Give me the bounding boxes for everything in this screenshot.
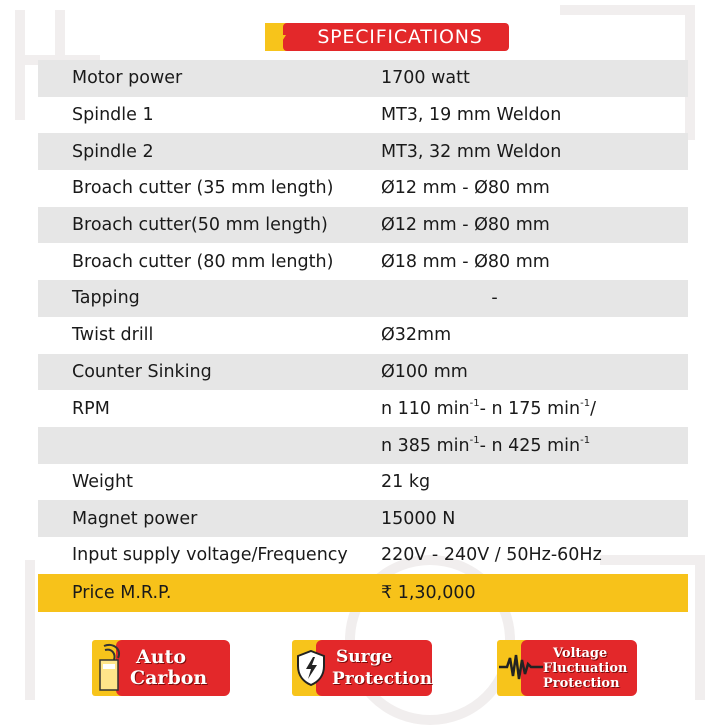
spec-label: Spindle 2 [72,141,154,162]
table-row [38,317,688,354]
spec-value: Ø100 mm [381,361,468,382]
table-row [38,170,688,207]
spec-value: Ø12 mm - Ø80 mm [381,215,550,236]
rpm-value-part: / [590,399,596,420]
carbon-brush-icon [96,642,126,694]
price-row [38,574,688,612]
price-value: ₹ 1,30,000 [381,582,476,603]
spec-value: - [491,288,498,309]
table-row [38,427,688,464]
spec-label: RPM [72,398,110,419]
spec-value: Ø18 mm - Ø80 mm [381,251,550,272]
shield-icon [296,650,326,686]
table-row [38,97,688,134]
voltage-fluctuation-badge [497,640,637,696]
spec-value [381,435,688,456]
rpm-exponent: -1 [580,398,591,410]
rpm-value-part: - n 175 min [479,399,581,420]
spec-value: MT3, 19 mm Weldon [381,105,562,126]
spec-label: Input supply voltage/Frequency [72,545,348,566]
spec-label: Broach cutter(50 mm length) [72,215,328,236]
rpm-value-part: n 110 min [381,399,470,420]
rpm-exponent: -1 [469,434,480,446]
badge-line: Voltage [553,645,608,661]
table-row [38,500,688,537]
table-row [38,537,688,574]
surge-protection-text [316,640,432,696]
spec-label: Weight [72,471,133,492]
spec-value [381,398,688,419]
spec-label: Spindle 1 [72,105,154,126]
table-row [38,60,688,97]
spec-value: 21 kg [381,471,431,492]
voltage-wave-icon [499,652,543,682]
table-row [38,243,688,280]
badge-line: Carbon [130,667,208,689]
spec-value: 15000 N [381,508,456,529]
spec-label: Magnet power [72,508,198,529]
badge-line: Protection [332,669,433,689]
spec-label: Broach cutter (80 mm length) [72,251,334,272]
spec-label: Tapping [72,288,140,309]
table-row [38,280,688,317]
rpm-exponent: -1 [469,398,480,410]
spec-label: Twist drill [72,325,154,346]
table-row [38,207,688,244]
badge-line: Surge [336,647,393,667]
spec-value: Ø12 mm - Ø80 mm [381,178,550,199]
table-row [38,133,688,170]
spec-value: 220V - 240V / 50Hz-60Hz [381,545,602,566]
rpm-value-part: n 385 min [381,435,470,456]
table-row [38,354,688,391]
surge-protection-badge [292,640,432,696]
spec-label: Motor power [72,68,183,89]
rpm-value-part: - n 425 min [479,435,581,456]
specifications-badge [265,23,509,51]
auto-carbon-text [116,640,230,696]
badge-line: Fluctuation [543,660,628,676]
specifications-table [38,60,688,612]
spec-label: Broach cutter (35 mm length) [72,178,334,199]
price-label: Price M.R.P. [72,582,172,603]
rpm-exponent: -1 [580,434,591,446]
specifications-title: SPECIFICATIONS [283,23,509,51]
table-row [38,464,688,501]
lightning-icon [274,28,288,46]
spec-value: Ø32mm [381,325,452,346]
spec-value: 1700 watt [381,68,470,89]
table-row [38,390,688,427]
spec-value: MT3, 32 mm Weldon [381,141,562,162]
auto-carbon-badge [92,640,230,696]
badge-line: Auto [136,646,187,668]
spec-label: Counter Sinking [72,361,212,382]
badge-line: Protection [543,675,620,691]
